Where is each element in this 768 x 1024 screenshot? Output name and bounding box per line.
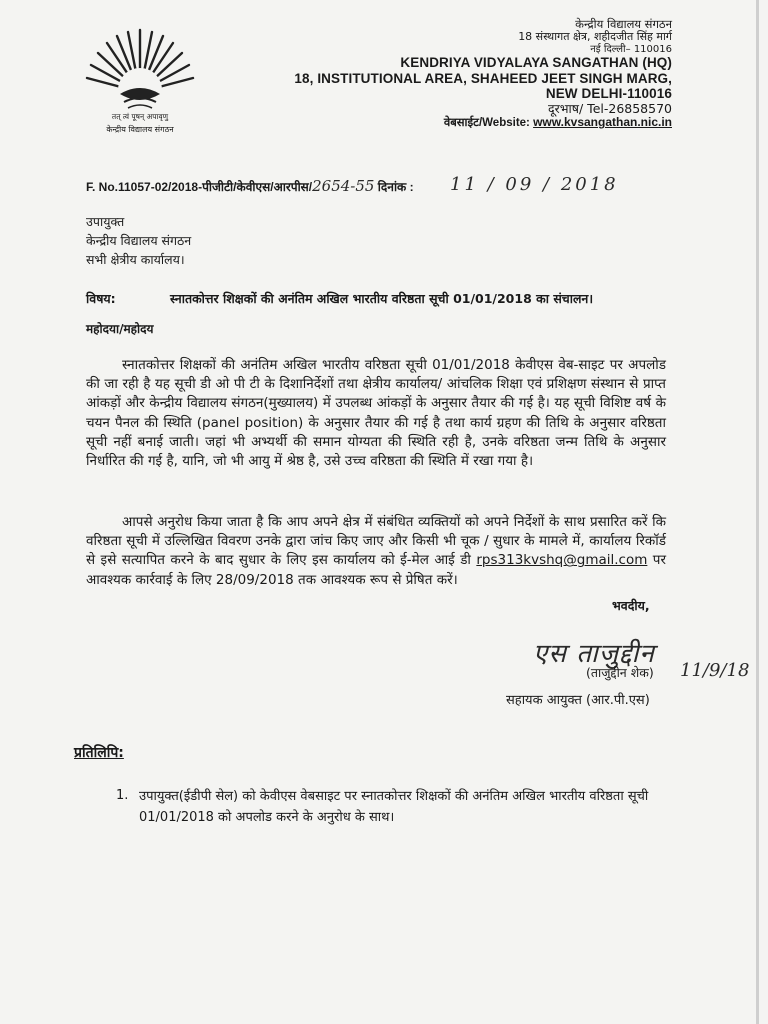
signature-date: 11/9/18 <box>680 660 750 681</box>
org-name-english: KENDRIYA VIDYALAYA SANGATHAN (HQ) <box>400 55 672 71</box>
file-number: F. No.11057-02/2018-पीजीटी/केवीएस/आरपीस/ <box>86 180 313 194</box>
signatory-title: सहायक आयुक्त (आर.पी.एस) <box>506 693 650 708</box>
letter-date-handwritten: 11 / 09 / 2018 <box>450 174 619 195</box>
org-name-hindi: केन्द्रीय विद्यालय संगठन <box>575 17 672 31</box>
salutation: महोदया/महोदय <box>86 322 154 336</box>
logo-name: केन्द्रीय विद्यालय संगठन <box>106 125 174 134</box>
kvs-logo-icon <box>80 22 200 140</box>
body-paragraph-1: स्नातकोत्तर शिक्षकों की अनंतिम अखिल भारतीय वरिष्ठता सूची 01/01/2018 केवीएस वेब-साइट पर अपलोड की जा रही है यह सूची डी ओ पी टी के दिशानिर्देशों तथा क्षेत्रीय कार्यालय/ आंचलिक शिक्षा एवं प्रशिक्षण संस्थान से प्राप्त आंकड़ों और केन्द्रीय विद्यालय संगठन(मुख्यालय) में उपलब्ध आंकड़ों के अनुसार तैयार की गई है। यह सूची विशिष्ट वर्ष के चयन पैनल की स्थिति (panel position) के अनुसार तैयार की गई है तथा कार्य ग्रहण की तिथि के अनुसार वरिष्ठता सूची नहीं बनाई जाती। जहां भी अभ्यर्थी की समान योग्यता की स्थिति रही है, उनके वरिष्ठता जन्म तिथि के अनुसार निर्धारित की गई है, यानि, जो भी आयु में श्रेष्ठ है, उसे उच्च वरिष्ठता की स्थिति में रखा गया है। <box>86 357 666 470</box>
website-line <box>294 116 672 130</box>
address-english-2: NEW DELHI-110016 <box>545 86 672 102</box>
scan-edge <box>756 0 759 1024</box>
addressee-line: उपायुक्त <box>86 214 125 229</box>
logo-motto: तत् त्वं पूषन् अपावृणु <box>111 112 169 121</box>
copy-item-number: 1. <box>116 788 129 803</box>
file-number-line <box>86 177 414 195</box>
phone-number: दूरभाष/ Tel-26858570 <box>548 100 672 116</box>
body-paragraph-2 <box>86 513 666 590</box>
closing: भवदीय, <box>612 598 650 613</box>
website-link[interactable]: www.kvsangathan.nic.in <box>533 115 672 130</box>
date-label: दिनांक : <box>374 180 414 194</box>
signature: एस ताजुद्दीन <box>533 639 655 669</box>
letterhead <box>294 18 672 131</box>
address-hindi-1: 18 संस्थागत क्षेत्र, शहीदजीत सिंह मार्ग <box>518 30 672 44</box>
paragraph-2-text-end: पर आवश्यक कार्रवाई के लिए 28/09/2018 तक आवश्यक रूप से प्रेषित करें। <box>86 552 666 588</box>
addressee-line: सभी क्षेत्रीय कार्यालय। <box>86 252 185 267</box>
paragraph-2-text: आपसे अनुरोध किया जाता है कि आप अपने क्षेत्र में संबंधित व्यक्तियों को अपने निर्देशों के साथ प्रसारित करें कि वरिष्ठता सूची में उल्लिखित विवरण उनके द्वारा जांच किए जाए और किसी भी चूक / सुधार के मामले में, कार्यालय रिकॉर्ड से इसे सत्यापित करने के बाद सुधार के लिए इस कार्यालय को ई-मेल आई डी <box>86 514 666 569</box>
email-link[interactable]: rps313kvshq@gmail.com <box>476 552 648 569</box>
addressee-line: केन्द्रीय विद्यालय संगठन <box>86 233 192 248</box>
copy-to-label: प्रतिलिपि: <box>74 745 124 761</box>
website-label: वेबसाईट/Website: <box>443 117 534 130</box>
address-english-1: 18, INSTITUTIONAL AREA, SHAHEED JEET SINGH MARG, <box>294 70 672 86</box>
file-number-handwritten: 2654-55 <box>312 177 375 195</box>
signatory-name: (ताजुद्दीन शेक) <box>586 665 654 680</box>
subject-text: स्नातकोत्तर शिक्षकों की अनंतिम अखिल भारतीय वरिष्ठता सूची 01/01/2018 का संचालन। <box>170 291 594 306</box>
address-hindi-2: नई दिल्ली– 110016 <box>590 43 672 55</box>
copy-item-text: उपायुक्त(ईडीपी सेल) को केवीएस वेबसाइट पर स्नातकोत्तर शिक्षकों की अनंतिम अखिल भारतीय वरिष्ठता सूची 01/01/2018 को अपलोड करने के अनुरोध के साथ। <box>139 789 649 825</box>
subject-label: विषय: <box>86 291 116 306</box>
